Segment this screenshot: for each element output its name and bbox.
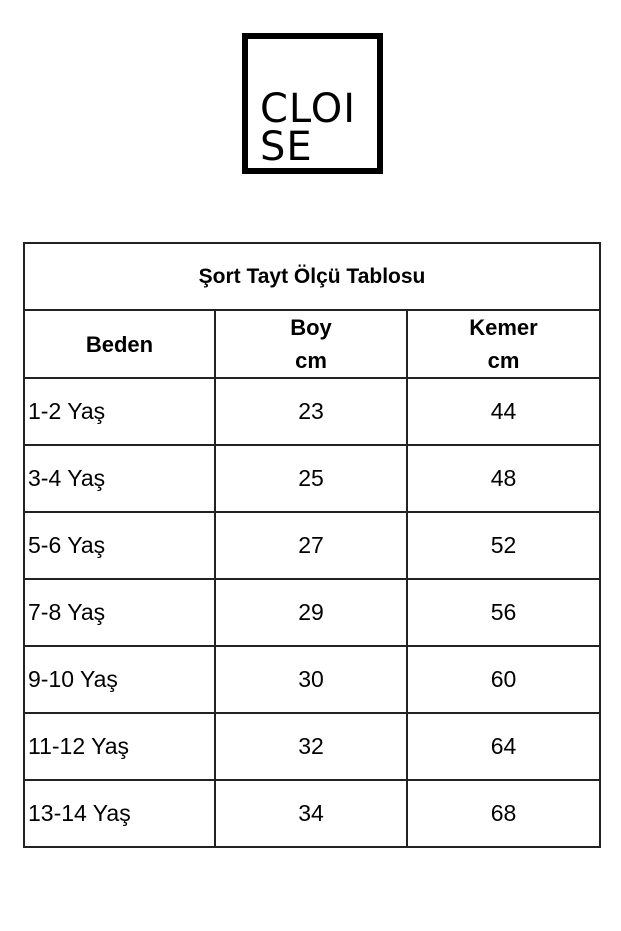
table-row	[24, 378, 600, 445]
table-row	[24, 780, 600, 847]
cell-boy: 29	[215, 579, 407, 646]
cell-boy: 34	[215, 780, 407, 847]
column-header-boy	[215, 310, 407, 378]
cell-kemer: 48	[407, 445, 600, 512]
logo-text-line-1: CLOI	[260, 86, 357, 132]
header-kemer-unit: cm	[487, 348, 520, 373]
header-boy-unit: cm	[295, 348, 327, 373]
table-row	[24, 579, 600, 646]
cell-kemer: 52	[407, 512, 600, 579]
table-title-row	[24, 243, 600, 310]
cell-beden: 1-2 Yaş	[24, 378, 215, 445]
table-row	[24, 646, 600, 713]
header-boy-label: Boy	[290, 315, 332, 340]
header-beden-label: Beden	[85, 331, 154, 357]
brand-logo	[242, 33, 383, 174]
column-header-kemer	[407, 310, 600, 378]
cell-boy: 30	[215, 646, 407, 713]
table-row	[24, 445, 600, 512]
cell-beden: 13-14 Yaş	[24, 780, 215, 847]
cell-kemer: 60	[407, 646, 600, 713]
cell-boy: 23	[215, 378, 407, 445]
cell-boy: 32	[215, 713, 407, 780]
size-chart-table	[23, 242, 601, 848]
header-kemer-label: Kemer	[469, 315, 538, 340]
cell-beden: 9-10 Yaş	[24, 646, 215, 713]
cell-beden: 5-6 Yaş	[24, 512, 215, 579]
cell-beden: 3-4 Yaş	[24, 445, 215, 512]
table-header-row	[24, 310, 600, 378]
column-header-beden	[24, 310, 215, 378]
logo-text-line-2: SE	[260, 124, 313, 170]
table-row	[24, 713, 600, 780]
cell-kemer: 64	[407, 713, 600, 780]
table-title: Şort Tayt Ölçü Tablosu	[24, 243, 600, 310]
cell-beden: 7-8 Yaş	[24, 579, 215, 646]
cell-kemer: 56	[407, 579, 600, 646]
cell-boy: 25	[215, 445, 407, 512]
cell-kemer: 68	[407, 780, 600, 847]
cell-kemer: 44	[407, 378, 600, 445]
cell-beden: 11-12 Yaş	[24, 713, 215, 780]
cell-boy: 27	[215, 512, 407, 579]
table-row	[24, 512, 600, 579]
